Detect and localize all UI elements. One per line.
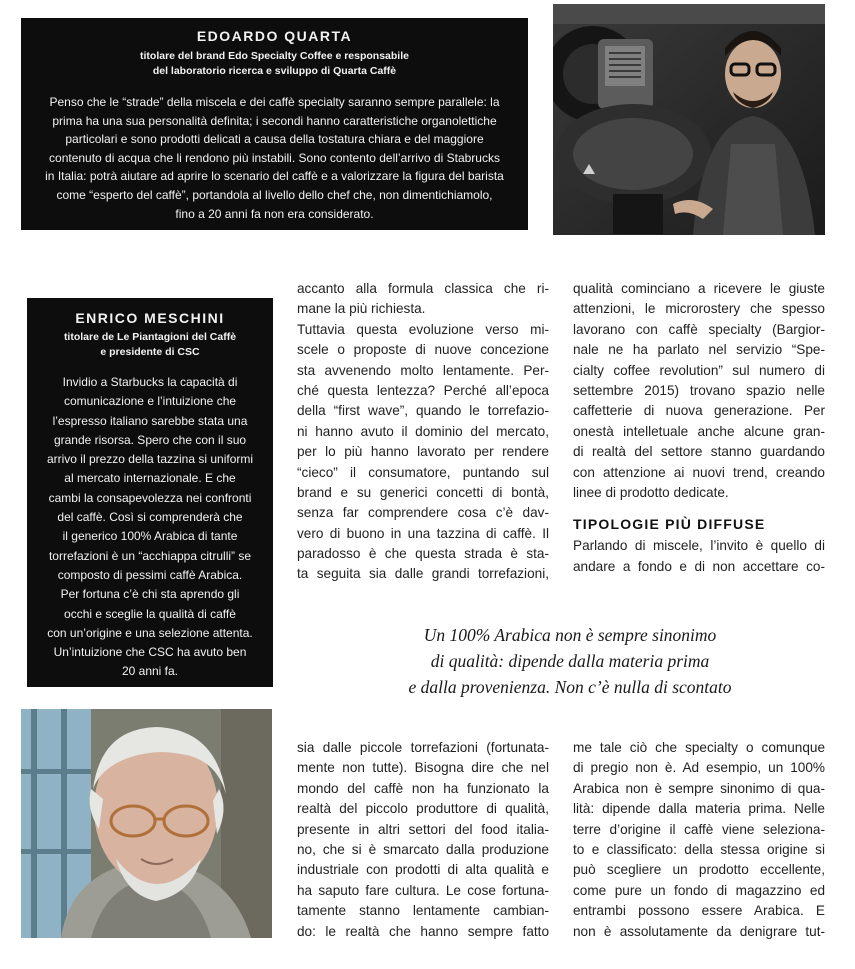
interviewee-role [35,330,265,360]
text-line: senza far comprendere cosa c’è dav- [297,505,549,521]
quote-line: Per fortuna c’è chi sta aprendo gli [60,587,240,602]
portrait-photo-quarta [553,4,825,235]
text-line: do: le realtà che hanno sempre fatto [297,923,549,939]
text-line: sta avvenendo molto lentamente. Per- [297,362,549,378]
text-line: no, che si è smarcato dalla produzione [297,841,549,857]
text-line: industriale con prodotti di alta qualità e [297,862,549,878]
text-line: andare a fondo e di non accettare co- [573,558,825,574]
interview-quote [35,373,265,682]
role-line: titolare de Le Piantagioni del Caffè [63,331,237,343]
quote-line: composto di pessimi caffè Arabica. [57,567,243,582]
quote-line: in Italia: potrà aiutare ad aprire lo scenario del caffè e a valorizzare la figura del barista [45,169,504,184]
text-line: Arabica non è sempre sinonimo di qua- [573,780,825,796]
text-line: Parlando di miscele, l’invito è quello di [573,538,825,554]
quote-line: Invidio a Starbucks la capacità di [62,375,238,389]
interview-box-meschini [27,298,273,687]
text-line: per lo più hanno lavorato per rendere [297,444,549,460]
text-line: scele o proposte di nuove concezione [297,342,549,358]
text-line: qualità cominciano a ricevere le giuste [573,281,825,296]
text-line: ni hanno avuto il dominio del mercato, [297,423,549,439]
quote-line: prima ha una sua personalità definita; i secondi hanno caratteristiche organolettiche [52,113,497,128]
pull-quote-line: Un 100% Arabica non è sempre sinonimo [423,625,717,645]
text-line: cialty coffee revolution” sul numero di [573,362,825,378]
quote-line: occhi e sceglie la qualità di caffè [64,606,236,621]
quote-line: del caffè. Così si comprenderà che [57,510,243,525]
interview-box-quarta [21,18,528,230]
quote-line: fino a 20 anni fa non era considerato. [175,206,374,221]
article-column-right-bottom [573,738,825,942]
text-line: mondo del caffè non ha funzionato la [297,780,549,796]
interviewee-role [35,49,514,79]
text-line: paradosso è che questa strada è sta- [297,546,549,562]
interviewee-name: EDOARDO QUARTA [196,28,353,44]
interview-quote [35,93,514,223]
elderly-man-portrait-image [21,709,272,938]
text-line: accanto alla formula classica che ri- [297,281,549,296]
roaster-portrait-image [553,4,825,235]
section-heading: TIPOLOGIE PIÙ DIFFUSE [573,516,766,533]
interviewee-name: ENRICO MESCHINI [75,310,225,326]
text-line: brand e su generici concetti di bontà, [297,484,549,500]
portrait-photo-meschini [21,709,272,938]
quote-line: con un’origine e una selezione attenta. [47,625,253,640]
text-line: non è assolutamente da denigrare tut- [573,923,825,939]
text-line: come pure un fondo di magazzino ed [573,882,825,898]
quote-line: 20 anni fa. [121,664,179,679]
text-line: sia dalle piccole torrefazioni (fortunata- [297,740,549,755]
text-line: mente non tutte). Bisogna dire che nel [297,760,549,776]
role-line: del laboratorio ricerca e sviluppo di Quarta Caffè [152,65,397,77]
text-line: Tuttavia questa evoluzione verso mi- [297,321,549,337]
quote-line: l’espresso italiano sarebbe stata una [52,413,248,428]
text-line: lità: dipende dalla materia prima. Nelle [573,801,825,817]
pull-quote [340,622,800,700]
text-line: “cieco” il consumatore, puntando sul [297,464,549,480]
article-column-middle-top [297,279,549,585]
text-line: della “first wave”, quando le torrefazio- [297,403,549,419]
quote-line: al mercato internazionale. E che [64,471,236,486]
quote-line: il generico 100% Arabica di tante [62,529,238,544]
text-line: con attenzione ai nuovi trend, creando [573,464,825,480]
quote-line: torrefazioni è un “acchiappa citrulli” se [48,548,252,563]
text-line: linee di prodotto dedicate. [573,484,729,500]
text-line: vero di buono in una tazzina di caffè. Il [297,525,549,541]
quote-line: comunicazione e l’intuizione che [63,394,237,409]
text-line: realtà del piccolo produttore di qualità, [297,801,549,817]
text-line: può scegliere un prodotto eccellente, [573,862,825,878]
quote-line: particolari e sono prodotti delicati a causa della tostatura chiara e del maggiore [65,132,484,147]
quote-line: come “esperto del caffè”, portandola al livello dello chef che, non dimentichiamolo, [56,187,493,202]
quote-line: Un’intuizione che CSC ha avuto ben [53,645,247,660]
text-line: mane la più richiesta. [297,301,426,317]
text-line: di realtà del settore stanno guardando [573,444,825,460]
role-line: titolare del brand Edo Specialty Coffee e responsabile [140,50,409,62]
text-line: di pregio non è. Ad esempio, un 100% [573,760,825,776]
text-line: lavorano con caffè specialty (Bargior- [573,321,825,337]
pull-quote-line: di qualità: dipende dalla materia prima [430,651,710,671]
quote-line: Penso che le “strade” della miscela e dei caffè specialty saranno sempre parallele: la [49,95,500,109]
text-line: to e classificato: della stessa origine si [573,841,825,857]
text-line: ha saputo fare cultura. Le cose fortuna- [297,882,549,898]
text-line: settembre 2015) trovano spazio nelle [573,382,825,398]
quote-line: cambi la consapevolezza nei confronti [48,490,252,505]
role-line: e presidente di CSC [100,346,200,358]
article-column-middle-bottom [297,738,549,942]
pull-quote-line: e dalla provenienza. Non c’è nulla di scontato [408,677,732,697]
text-line: ta seguita sia dalle grandi torrefazioni, [297,566,549,582]
article-column-right-top [573,279,825,577]
text-line: ché questa lentezza? Perché all’epoca [297,382,549,398]
text-line: presente in altri settori del food italia- [297,821,549,837]
text-line: me tale ciò che specialty o comunque [573,740,825,755]
text-line: onestà intelletuale anche alcune gran- [573,423,825,439]
text-line: entrambi possono essere Arabica. E [573,903,825,919]
text-line: terre d’origine il caffè viene seleziona- [573,821,825,837]
quote-line: grande risorsa. Spero che con il suo [53,432,247,447]
text-line: caffetterie di nuova generazione. Per [573,403,825,419]
text-line: tamente stanno lentamente cambian- [297,903,549,919]
quote-line: arrivo il prezzo della tazzina si uniformi [46,452,254,467]
text-line: attenzioni, le microrostery che spesso [573,301,825,317]
quote-line: contenuto di acqua che li rendono più instabili. Sono contento dell’arrivo di Stabrucks [49,150,500,165]
text-line: nale ne ha parlato nel servizio “Spe- [573,342,825,358]
